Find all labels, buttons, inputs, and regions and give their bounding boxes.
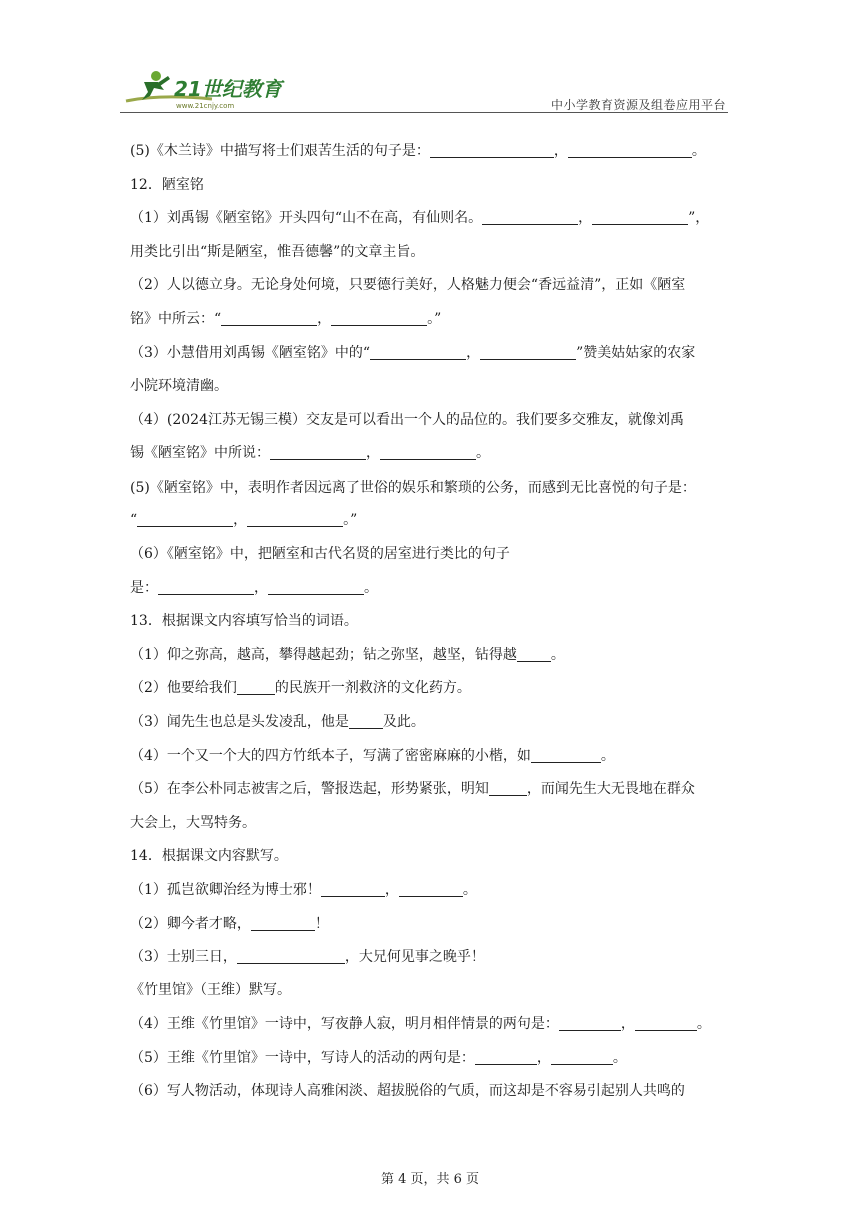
- fill-in-blank[interactable]: [531, 746, 601, 763]
- line-text: 。: [612, 1050, 627, 1066]
- line-text: ”，: [688, 210, 710, 226]
- line-text: 。: [691, 143, 706, 159]
- text-line: [130, 442, 490, 464]
- fill-in-blank[interactable]: [221, 309, 317, 326]
- platform-name: 中小学教育资源及组卷应用平台: [550, 98, 726, 112]
- line-text: 14．根据课文内容默写。: [130, 848, 288, 864]
- fill-in-blank[interactable]: [559, 1014, 621, 1031]
- line-text: （4）(2024江苏无锡三模）交友是可以看出一个人的品位的。我们要多交雅友，就像刘禹: [130, 412, 684, 428]
- line-text: (5)《陋室铭》中，表明作者因远离了世俗的娱乐和繁琐的公务，而感到无比喜悦的句子是：: [130, 480, 696, 496]
- line-text: （3）小慧借用刘禹锡《陋室铭》中的“: [130, 345, 371, 361]
- header-divider: [120, 112, 728, 113]
- line-text: 。: [696, 1016, 711, 1032]
- line-text: （1）仰之弥高，越高，攀得越起劲；钻之弥坚，越坚，钻得越: [130, 647, 517, 663]
- text-line: [130, 745, 615, 767]
- fill-in-blank[interactable]: [237, 947, 345, 964]
- line-text: (5)《木兰诗》中描写将士们艰苦生活的句子是：: [130, 143, 430, 159]
- line-text: ，而闻先生大无畏地在群众: [526, 781, 695, 797]
- fill-in-blank[interactable]: [568, 141, 692, 158]
- text-line: [130, 241, 424, 263]
- fill-in-blank[interactable]: [268, 578, 364, 595]
- line-text: ，: [384, 882, 399, 898]
- line-text: （2）卿今者才略，: [130, 916, 251, 932]
- page-number: 第 4 页，共 6 页: [380, 1172, 480, 1187]
- text-line: [130, 1080, 685, 1102]
- fill-in-blank[interactable]: [480, 343, 576, 360]
- text-line: [130, 409, 684, 431]
- fill-in-blank[interactable]: [349, 712, 383, 729]
- line-text: （6）《陋室铭》中，把陋室和古代名贤的居室进行类比的句子: [130, 546, 510, 562]
- fill-in-blank[interactable]: [247, 510, 343, 527]
- line-text: 是：: [130, 580, 158, 596]
- line-text: （2）他要给我们: [130, 680, 237, 696]
- line-text: 12．陋室铭: [130, 177, 204, 193]
- line-text: ，: [578, 210, 593, 226]
- text-line: [130, 543, 510, 565]
- fill-in-blank[interactable]: [370, 343, 466, 360]
- fill-in-blank[interactable]: [158, 578, 254, 595]
- line-text: ，: [536, 1050, 551, 1066]
- text-line: [130, 979, 291, 1001]
- line-text: ，: [366, 445, 380, 461]
- fill-in-blank[interactable]: [137, 510, 233, 527]
- line-text: 13．根据课文内容填写恰当的词语。: [130, 613, 358, 629]
- text-line: [130, 610, 358, 632]
- text-line: [130, 644, 565, 666]
- page-header: [120, 66, 728, 114]
- text-line: [130, 174, 204, 196]
- line-text: 《竹里馆》（王维）默写。: [130, 982, 291, 998]
- text-line: [130, 778, 695, 800]
- line-text: （4）一个又一个大的四方竹纸本子，写满了密密麻麻的小楷，如: [130, 748, 531, 764]
- text-line: [130, 1047, 627, 1069]
- text-line: [130, 913, 329, 935]
- text-line: [130, 577, 378, 599]
- line-text: ，: [553, 143, 568, 159]
- fill-in-blank[interactable]: [380, 443, 476, 460]
- line-text: 。: [364, 580, 378, 596]
- fill-in-blank[interactable]: [592, 208, 688, 225]
- fill-in-blank[interactable]: [489, 779, 527, 796]
- text-line: [130, 812, 256, 834]
- text-line: [130, 711, 425, 733]
- line-text: 用类比引出“斯是陋室，惟吾德馨”的文章主旨。: [130, 244, 425, 260]
- text-line: [130, 1013, 711, 1035]
- fill-in-blank[interactable]: [237, 678, 275, 695]
- fill-in-blank[interactable]: [331, 309, 427, 326]
- 21cnjy-logo: [120, 66, 295, 110]
- text-line: [130, 509, 357, 531]
- fill-in-blank[interactable]: [517, 645, 551, 662]
- line-text: （4）王维《竹里馆》一诗中，写夜静人寂，明月相伴情景的两句是：: [130, 1016, 559, 1032]
- line-text: “: [130, 512, 138, 528]
- line-text: （3）闻先生也总是头发凌乱，他是: [130, 714, 349, 730]
- line-text: 及此。: [382, 714, 425, 730]
- text-line: [130, 342, 695, 364]
- line-text: 。”: [427, 311, 442, 327]
- text-line: [130, 845, 288, 867]
- line-text: ，: [620, 1016, 635, 1032]
- line-text: （6）写人物活动，体现诗人高雅闲淡、超拔脱俗的气质，而这却是不容易引起别人共鸣的: [130, 1083, 685, 1099]
- logo-text: 21世纪教育: [174, 77, 282, 101]
- text-line: [130, 879, 477, 901]
- line-text: ，: [466, 345, 481, 361]
- line-text: ”赞美姑姑家的农家: [576, 345, 696, 361]
- line-text: 大会上，大骂特务。: [130, 815, 256, 831]
- fill-in-blank[interactable]: [482, 208, 578, 225]
- line-text: ，大兄何见事之晚乎！: [344, 949, 485, 965]
- text-line: [130, 477, 696, 499]
- line-text: 铭》中所云：“: [130, 311, 222, 327]
- text-line: [130, 375, 228, 397]
- text-line: [130, 308, 441, 330]
- text-line: [130, 207, 709, 229]
- line-text: 的民族开一剂救济的文化药方。: [274, 680, 471, 696]
- fill-in-blank[interactable]: [475, 1048, 537, 1065]
- fill-in-blank[interactable]: [399, 880, 463, 897]
- line-text: （1）孤岂欲卿治经为博士邪！: [130, 882, 321, 898]
- fill-in-blank[interactable]: [635, 1014, 697, 1031]
- line-text: 。: [550, 647, 565, 663]
- line-text: （2）人以德立身。无论身处何境，只要德行美好，人格魅力便会“香远益清”，正如《陋室: [130, 277, 686, 293]
- line-text: （1）刘禹锡《陋室铭》开头四句“山不在高，有仙则名。: [130, 210, 483, 226]
- text-line: [130, 946, 485, 968]
- text-line: [130, 677, 471, 699]
- line-text: ，: [233, 512, 248, 528]
- line-text: 。: [462, 882, 477, 898]
- logo-url: www.21cnjy.com: [176, 102, 235, 110]
- fill-in-blank[interactable]: [251, 914, 315, 931]
- line-text: 。”: [343, 512, 358, 528]
- line-text: 小院环境清幽。: [130, 378, 228, 394]
- fill-in-blank[interactable]: [551, 1048, 613, 1065]
- line-text: 。: [476, 445, 490, 461]
- line-text: ！: [314, 916, 329, 932]
- line-text: ，: [254, 580, 268, 596]
- line-text: （3）士别三日，: [130, 949, 237, 965]
- fill-in-blank[interactable]: [321, 880, 385, 897]
- text-line: [130, 274, 685, 296]
- fill-in-blank[interactable]: [270, 443, 366, 460]
- line-text: 。: [600, 748, 615, 764]
- line-text: （5）在李公朴同志被害之后，警报迭起，形势紧张，明知: [130, 781, 489, 797]
- line-text: （5）王维《竹里馆》一诗中，写诗人的活动的两句是：: [130, 1050, 475, 1066]
- line-text: ，: [317, 311, 332, 327]
- line-text: 锡《陋室铭》中所说：: [130, 445, 270, 461]
- fill-in-blank[interactable]: [430, 141, 554, 158]
- text-line: [130, 140, 706, 162]
